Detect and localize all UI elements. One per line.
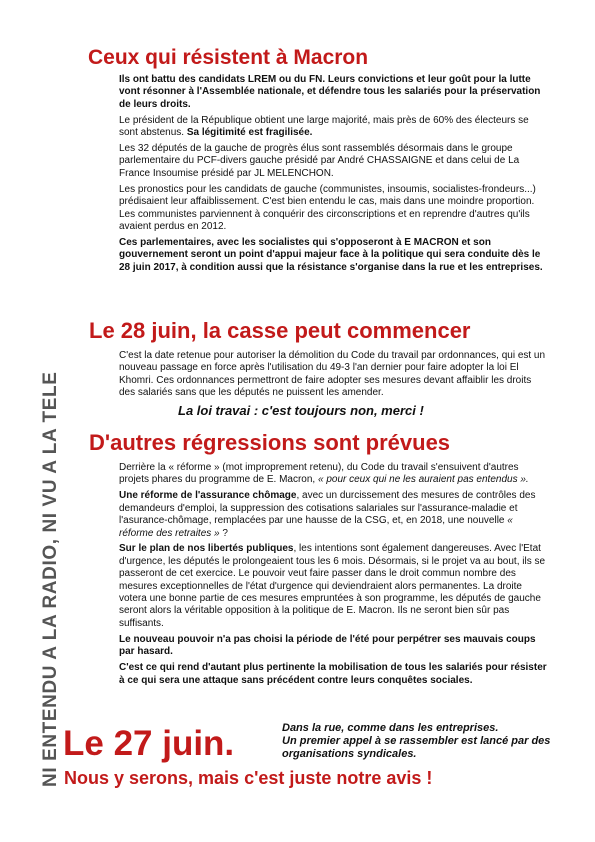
footer-closing: Nous y serons, mais c'est juste notre avis !: [64, 768, 433, 788]
footer-date: Le 27 juin.: [63, 724, 235, 763]
section3-p2: Une réforme de l'assurance chômage, avec un durcissement des mesures de contrôles des demandeurs d'emploi, la suppression des cotisations salariales sur l'assurance-maladie et l'asurance-chômage, remplacées par une hausse de la CSG, et, en 2018, une nouvelle « réforme des retraites » ?: [119, 490, 536, 539]
section1-p2: Le président de la République obtient une large majorité, mais près de 60% des électeurs se sont abstenus. Sa légitimité est fragilisée.: [119, 114, 529, 139]
section3-p1: Derrière la « réforme » (mot improprement retenu), du Code du travail s'ensuivent d'autres projets phares du programme de E. Macron, « pour ceux qui ne les auraient pas entendus ».: [119, 462, 529, 486]
section1-title: Ceux qui résistent à Macron: [88, 46, 369, 69]
footer-note-1: Dans la rue, comme dans les entreprises.: [282, 722, 499, 734]
section3-title: D'autres régressions sont prévues: [89, 430, 451, 455]
section1-body: [119, 74, 547, 278]
section1-p3: Les 32 députés de la gauche de progrès élus sont rassemblés désormais dans le groupe parlementaire du PCF-divers gauche présidé par André CHASSAIGNE et dans celui de La France Insoumise présidé par JL MELENCHON.: [119, 143, 520, 179]
section2-title: Le 28 juin, la casse peut commencer: [89, 318, 471, 343]
section3-body: [119, 462, 547, 690]
section3-p3: Sur le plan de nos libertés publiques, les intentions sont également dangereuses. Avec l'Etat d'urgence, les députés le prolongeaient tous les 6 mois. Désormais, si le projet va au bout, ils se passeront de cet exercice. Le pouvoir veut faire passer dans le droit commun nombre des mesures exceptionnelles de l'état d'urgence qui deviendraient alors permanentes. La droite votera une bonne partie de ces mesures empruntées à son programme, les députés de gauche seront alors la véritable opposition à la politique de E. Macron. Ils ne seront bien sûr pas suffisants.: [119, 543, 546, 629]
section1-p5: Ces parlementaires, avec les socialistes qui s'opposeront à E MACRON et son gouvernement seront un point d'appui majeur face à la politique qui sera conduite dès le 28 juin 2017, à condition aussi que la résistance s'organise dans la rue et les entreprises.: [119, 236, 543, 273]
section3-p4: Le nouveau pouvoir n'a pas choisi la période de l'été pour perpétrer ses mauvais coups par hasard.: [119, 633, 536, 658]
section1-p4: Les pronostics pour les candidats de gauche (communistes, insoumis, socialistes-frondeurs...) prédisaient leur affaiblissement. C'est bien entendu le cas, mais dans une moindre proportion. Les communistes parviennent à conquérir des circonscriptions et en reprendre d'autres qu'ils avaient perdus en 2012.: [119, 183, 536, 232]
side-banner: NI ENTENDU A LA RADIO, NI VU A LA TELE: [40, 371, 61, 787]
section2-p1: C'est la date retenue pour autoriser la démolition du Code du travail par ordonnances, qui est un nouveau passage en force après l'utilisation du 49-3 l'an dernier pour faire adopter la loi El Khomri. Ces ordonnances permettront de faire adopter ses mesures devant affaiblir les droits des salariés sans que les députés ne puissent les amender.: [119, 350, 546, 399]
footer-note-2: Un premier appel à se rassembler est lancé par des organisations syndicales.: [282, 735, 551, 760]
section2-slogan: La loi travai : c'est toujours non, merci !: [178, 403, 424, 418]
footer-note: [282, 722, 562, 761]
section1-p1: Ils ont battu des candidats LREM ou du FN. Leurs convictions et leur goût pour la lutte vont résonner à l'Assemblée nationale, et défendre tous les salariés pour la préservation de leurs droits.: [119, 74, 541, 110]
section2-body: [119, 350, 547, 403]
section3-p5: C'est ce qui rend d'autant plus pertinente la mobilisation de tous les salariés pour résister à ce qui sera une attaque sans précédent contre leurs conquêtes sociales.: [119, 662, 547, 686]
